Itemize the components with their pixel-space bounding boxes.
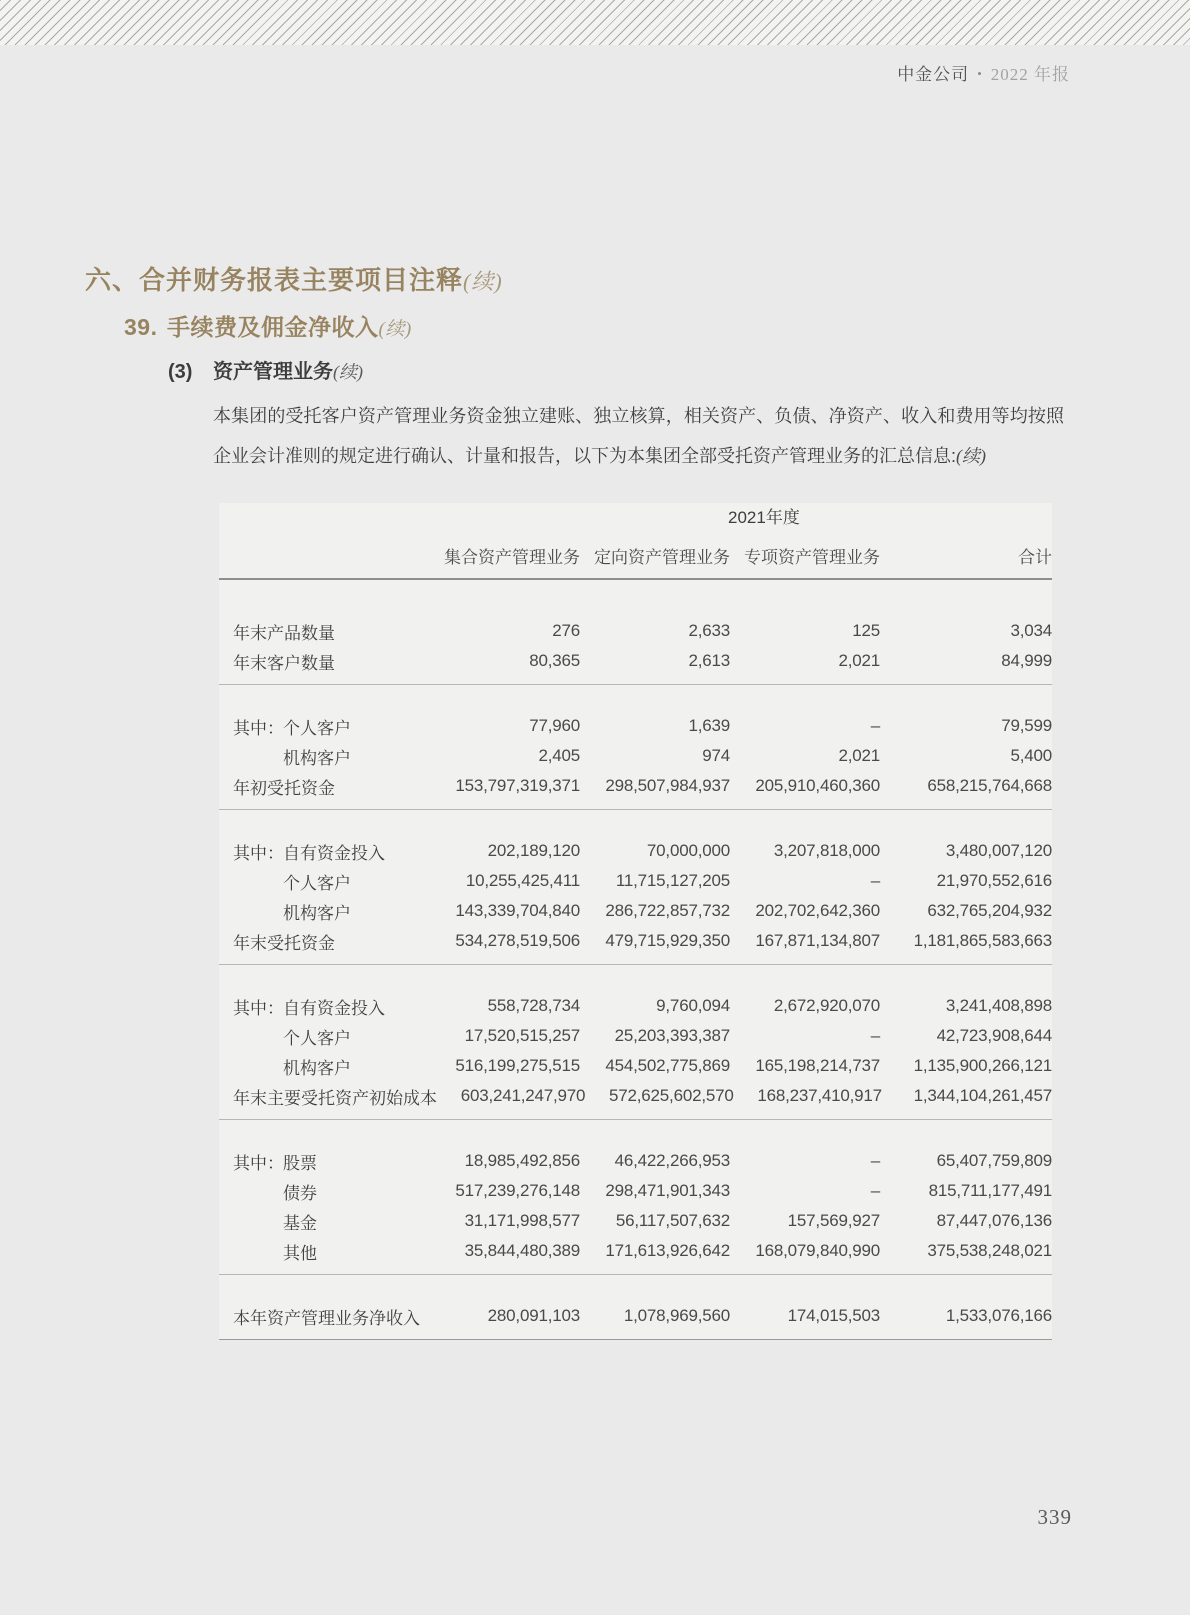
row-label-prefix: 其中：	[233, 843, 284, 863]
row-label	[219, 994, 430, 1019]
row-label-text: 个人客户	[283, 873, 351, 893]
row-label	[219, 1149, 430, 1174]
section-heading-text: 六、合并财务报表主要项目注释	[85, 265, 464, 295]
row-label-prefix: 其中：	[233, 1153, 284, 1173]
cell-value: 658,215,764,668	[927, 776, 1052, 795]
column-header: 定向资产管理业务	[594, 548, 730, 567]
section-heading	[85, 260, 503, 297]
subsection-number: 39.	[124, 314, 158, 340]
table-section	[219, 1275, 1052, 1331]
cell-value: 286,722,857,732	[605, 901, 730, 920]
cell-value: 2,405	[538, 746, 580, 765]
table-section	[219, 1120, 1052, 1266]
row-label	[219, 774, 430, 799]
row-label	[219, 1024, 430, 1049]
table-row	[219, 711, 1052, 741]
cell-value: 17,520,515,257	[464, 1026, 580, 1045]
row-label	[219, 1179, 430, 1204]
cell-value: 1,639	[688, 716, 730, 735]
row-label	[219, 1209, 430, 1234]
cell-value: 168,237,410,917	[757, 1086, 882, 1105]
row-label-text: 年初受托资金	[233, 778, 335, 798]
cell-value: 3,241,408,898	[945, 996, 1052, 1015]
table-row	[219, 741, 1052, 771]
row-label	[219, 649, 430, 674]
cell-value: –	[870, 716, 880, 735]
table-row	[219, 616, 1052, 646]
cell-value: 18,985,492,856	[464, 1151, 580, 1170]
cell-value: 205,910,460,360	[755, 776, 880, 795]
continued-mark: (续)	[378, 319, 412, 340]
cell-value: 298,471,901,343	[605, 1181, 730, 1200]
cell-value: 84,999	[1001, 651, 1052, 670]
intro-paragraph-text: 本集团的受托客户资产管理业务资金独立建账、独立核算，相关资产、负债、净资产、收入和费用等均按照企业会计准则的规定进行确认、计量和报告，以下为本集团全部受托资产管理业务的汇总信息:	[213, 406, 1064, 466]
table-row	[219, 1301, 1052, 1331]
row-label-text: 股票	[283, 1153, 317, 1173]
table-section	[219, 965, 1052, 1111]
table-row	[219, 991, 1052, 1021]
cell-value: 157,569,927	[787, 1211, 880, 1230]
cell-value: 25,203,393,387	[614, 1026, 730, 1045]
cell-value: 276	[552, 621, 580, 640]
row-label-text: 机构客户	[283, 748, 351, 768]
table-row	[219, 896, 1052, 926]
row-label-text: 个人客户	[283, 718, 351, 738]
cell-value: 174,015,503	[787, 1306, 880, 1325]
cell-value: 516,199,275,515	[455, 1056, 580, 1075]
row-label	[219, 899, 430, 924]
cell-value: 46,422,266,953	[614, 1151, 730, 1170]
cell-value: 31,171,998,577	[464, 1211, 580, 1230]
dot-separator: •	[977, 66, 983, 81]
cell-value: 165,198,214,737	[755, 1056, 880, 1075]
cell-value: 454,502,775,869	[605, 1056, 730, 1075]
cell-value: 87,447,076,136	[936, 1211, 1052, 1230]
row-label-text: 年末主要受托资产初始成本	[233, 1088, 437, 1108]
summary-table	[219, 503, 1052, 1340]
row-label-text: 个人客户	[283, 1028, 351, 1048]
cell-value: –	[870, 1026, 880, 1045]
table-row	[219, 1206, 1052, 1236]
cell-value: 143,339,704,840	[455, 901, 580, 920]
row-label-text: 年末受托资金	[233, 933, 335, 953]
table-body	[219, 580, 1052, 1331]
table-row	[219, 771, 1052, 801]
cell-value: 1,135,900,266,121	[913, 1056, 1052, 1075]
cell-value: 479,715,929,350	[605, 931, 730, 950]
cell-value: 2,021	[838, 746, 880, 765]
cell-value: 558,728,734	[487, 996, 580, 1015]
cell-value: 9,760,094	[656, 996, 730, 1015]
row-label	[219, 714, 430, 739]
cell-value: –	[870, 871, 880, 890]
cell-value: 280,091,103	[487, 1306, 580, 1325]
cell-value: 1,533,076,166	[945, 1306, 1052, 1325]
report-year: 2022 年报	[990, 65, 1070, 84]
table-section	[219, 580, 1052, 676]
clause-heading-text: 资产管理业务	[213, 361, 333, 383]
table-period-label: 2021年度	[728, 508, 800, 527]
row-label-text: 自有资金投入	[283, 843, 385, 863]
row-label-text: 其他	[283, 1243, 317, 1263]
cell-value: 125	[852, 621, 880, 640]
cell-value: 42,723,908,644	[936, 1026, 1052, 1045]
decorative-hatch-band	[0, 0, 1190, 45]
row-label-text: 自有资金投入	[283, 998, 385, 1018]
cell-value: 202,702,642,360	[755, 901, 880, 920]
row-label-text: 债券	[283, 1183, 317, 1203]
cell-value: 2,021	[838, 651, 880, 670]
cell-value: 298,507,984,937	[605, 776, 730, 795]
row-label-text: 机构客户	[283, 903, 351, 923]
table-row	[219, 1021, 1052, 1051]
cell-value: 153,797,319,371	[455, 776, 580, 795]
report-header	[897, 60, 1070, 85]
continued-mark: (续)	[956, 445, 986, 466]
cell-value: 1,078,969,560	[623, 1306, 730, 1325]
row-label-text: 基金	[283, 1213, 317, 1233]
row-label	[219, 869, 430, 894]
row-label-prefix: 其中：	[233, 998, 284, 1018]
table-row	[219, 1236, 1052, 1266]
row-label	[219, 839, 430, 864]
cell-value: 2,672,920,070	[773, 996, 880, 1015]
cell-value: 1,344,104,261,457	[913, 1086, 1052, 1105]
cell-value: 3,034	[1010, 621, 1052, 640]
cell-value: 2,633	[688, 621, 730, 640]
column-header: 专项资产管理业务	[744, 548, 880, 567]
cell-value: 202,189,120	[487, 841, 580, 860]
table-row	[219, 1146, 1052, 1176]
row-label	[219, 1084, 437, 1109]
cell-value: 21,970,552,616	[936, 871, 1052, 890]
table-row	[219, 1176, 1052, 1206]
cell-value: 35,844,480,389	[464, 1241, 580, 1260]
company-name: 中金公司	[897, 65, 970, 84]
cell-value: 77,960	[529, 716, 580, 735]
table-column-headers	[219, 543, 1052, 580]
row-label	[219, 929, 430, 954]
row-label	[219, 1239, 430, 1264]
row-label-prefix: 其中：	[233, 718, 284, 738]
row-label	[219, 619, 430, 644]
table-bottom-rule	[219, 1339, 1052, 1340]
page-number: 339	[1037, 1505, 1072, 1529]
cell-value: 1,181,865,583,663	[913, 931, 1052, 950]
table-row	[219, 1081, 1052, 1111]
cell-value: 632,765,204,932	[927, 901, 1052, 920]
cell-value: 79,599	[1001, 716, 1052, 735]
table-section	[219, 685, 1052, 801]
cell-value: –	[870, 1181, 880, 1200]
table-row	[219, 646, 1052, 676]
cell-value: 3,207,818,000	[773, 841, 880, 860]
row-label-text: 本年资产管理业务净收入	[233, 1308, 420, 1328]
cell-value: 974	[702, 746, 730, 765]
row-label	[219, 1054, 430, 1079]
cell-value: 168,079,840,990	[755, 1241, 880, 1260]
cell-value: –	[870, 1151, 880, 1170]
subsection-heading	[124, 309, 412, 342]
cell-value: 375,538,248,021	[927, 1241, 1052, 1260]
cell-value: 11,715,127,205	[615, 871, 730, 890]
column-header: 合计	[1018, 548, 1052, 567]
table-row	[219, 836, 1052, 866]
intro-paragraph	[213, 397, 1064, 476]
cell-value: 56,117,507,632	[615, 1211, 730, 1230]
row-label	[219, 744, 430, 769]
subsection-heading-text: 手续费及佣金净收入	[167, 314, 379, 340]
continued-mark: (续)	[333, 362, 363, 382]
cell-value: 517,239,276,148	[455, 1181, 580, 1200]
cell-value: 534,278,519,506	[455, 931, 580, 950]
row-label-text: 年末产品数量	[233, 623, 335, 643]
cell-value: 80,365	[529, 651, 580, 670]
cell-value: 171,613,926,642	[605, 1241, 730, 1260]
cell-value: 572,625,602,570	[609, 1086, 734, 1105]
table-row	[219, 866, 1052, 896]
cell-value: 603,241,247,970	[460, 1086, 586, 1105]
clause-heading	[168, 355, 363, 384]
row-label	[219, 1304, 430, 1329]
cell-value: 2,613	[688, 651, 730, 670]
cell-value: 70,000,000	[646, 841, 730, 860]
table-section	[219, 810, 1052, 956]
cell-value: 3,480,007,120	[945, 841, 1052, 860]
cell-value: 815,711,177,491	[928, 1181, 1052, 1200]
continued-mark: (续)	[463, 269, 503, 294]
table-period-row	[219, 503, 1052, 527]
cell-value: 5,400	[1010, 746, 1052, 765]
row-label-text: 机构客户	[283, 1058, 351, 1078]
table-row	[219, 926, 1052, 956]
cell-value: 167,871,134,807	[755, 931, 880, 950]
table-row	[219, 1051, 1052, 1081]
cell-value: 65,407,759,809	[936, 1151, 1052, 1170]
column-header: 集合资产管理业务	[444, 548, 580, 567]
cell-value: 10,255,425,411	[465, 871, 580, 890]
row-label-text: 年末客户数量	[233, 653, 335, 673]
clause-number: (3)	[168, 361, 193, 383]
